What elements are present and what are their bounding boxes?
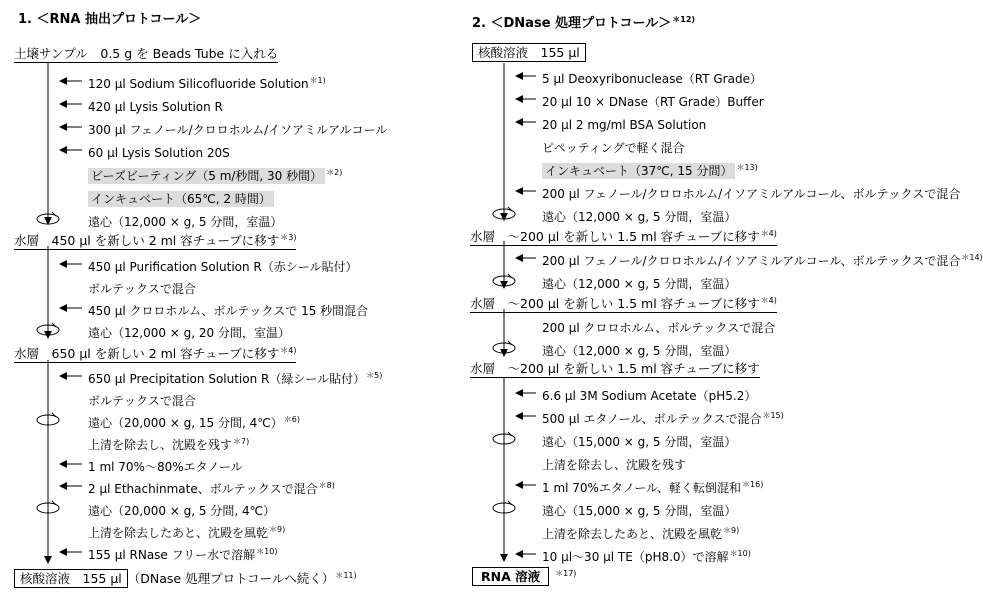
protocol-step	[88, 278, 197, 297]
protocol-step	[542, 546, 751, 565]
step-note: ＊1)	[309, 76, 326, 85]
step-text: 420 µl Lysis Solution R	[88, 100, 223, 114]
step-text: 300 µl フェノール/クロロホルム/イソアミルアルコール	[88, 123, 388, 137]
protocol-step	[88, 456, 244, 475]
step-text: ボルテックスで混合	[88, 282, 196, 296]
left-aqueous-step-2: 水層 650 µl を新しい 2 ml 容チューブに移す$^{*4)}$	[14, 343, 296, 363]
step-text: 遠心（12,000 × g, 20 分間，室温）	[88, 326, 291, 340]
step-note: ＊6)	[283, 415, 300, 424]
step-text: 遠心（20,000 × g, 15 分間, 4℃）	[88, 416, 283, 430]
protocol-step	[542, 317, 776, 336]
left-start-step: 土壌サンプル 0.5 g を Beads Tube に入れる	[14, 46, 279, 61]
right-start-step	[472, 45, 586, 60]
protocol-step	[88, 119, 388, 138]
step-text: 20 µl 2 mg/ml BSA Solution	[542, 118, 707, 132]
step-text: 遠心（12,000 × g, 5 分間，室温）	[542, 210, 737, 224]
right-aqueous-step-3: 水層 ～200 µl を新しい 1.5 ml 容チューブに移す	[470, 361, 760, 376]
protocol-step	[542, 477, 763, 496]
step-text: インキュベート（37℃, 15 分間）	[542, 163, 735, 179]
protocol-step	[88, 390, 197, 409]
step-note: ＊5)	[366, 371, 383, 380]
right-start-box: 核酸溶液 155 µl	[472, 43, 586, 62]
protocol-step	[88, 500, 276, 519]
left-aqueous-step-1: 水層 450 µl を新しい 2 ml 容チューブに移す$^{*3)}$	[14, 230, 296, 250]
step-text: 60 µl Lysis Solution 20S	[88, 146, 230, 160]
step-text: 450 µl クロロホルム、ボルテックスで 15 秒間混合	[88, 304, 369, 318]
step-text: 500 µl エタノール、ボルテックスで混合	[542, 412, 762, 426]
step-text: 上清を除去したあと、沈殿を風乾	[88, 526, 269, 540]
step-text: 上清を除去し、沈殿を残す	[542, 458, 687, 472]
step-text: 上清を除去したあと、沈殿を風乾	[542, 527, 723, 541]
step-note: ＊15)	[762, 411, 784, 420]
right-aqueous-step-1: 水層 ～200 µl を新しい 1.5 ml 容チューブに移す$^{*4)}$	[470, 226, 777, 246]
step-text: 1 ml 70%エタノール、軽く転倒混和	[542, 481, 742, 495]
step-note: ＊9)	[723, 526, 740, 535]
protocol-step	[542, 273, 737, 292]
step-note: ＊10)	[729, 549, 751, 558]
step-text: 650 µl Precipitation Solution R（緑シール貼付）	[88, 372, 366, 386]
step-note: ＊10)	[256, 547, 278, 556]
step-text: 200 µl フェノール/クロロホルム/イソアミルアルコール、ボルテックスで混合	[542, 187, 961, 201]
protocol-step	[542, 183, 961, 202]
step-text: 上清を除去し、沈殿を残す	[88, 438, 233, 452]
step-text: 120 µl Sodium Silicofluoride Solution	[88, 77, 309, 91]
protocol-step	[542, 431, 737, 450]
step-text: 1 ml 70%～80%エタノール	[88, 460, 243, 474]
step-note: ＊14)	[961, 253, 983, 262]
step-text: 遠心（20,000 × g, 5 分間, 4℃）	[88, 504, 276, 518]
right-end-step: RNA 溶液 $^{*17)}$	[472, 566, 576, 584]
step-text: ボルテックスで混合	[88, 394, 196, 408]
protocol-step	[542, 340, 737, 359]
step-text: 20 µl 10 × DNase（RT Grade）Buffer	[542, 95, 764, 109]
step-note: ＊2)	[326, 168, 343, 177]
right-aqueous-step-2: 水層 ～200 µl を新しい 1.5 ml 容チューブに移す$^{*4)}$	[470, 293, 777, 313]
protocol-step	[88, 165, 342, 184]
protocol-step	[88, 256, 359, 275]
step-note: ＊9)	[269, 525, 286, 534]
protocol-step	[542, 160, 758, 179]
step-text: 2 µl Ethachinmate、ボルテックスで混合	[88, 482, 318, 496]
protocol-step	[542, 206, 737, 225]
protocol-step	[88, 142, 231, 161]
protocol-step	[88, 478, 335, 497]
protocol-step	[542, 68, 763, 87]
protocol-step	[88, 522, 285, 541]
protocol-step	[88, 368, 382, 387]
left-end-step: 核酸溶液 155 µl （DNase 処理プロトコールへ続く）$^{*11)}$	[14, 568, 357, 586]
protocol-step	[542, 250, 983, 269]
protocol-step	[542, 454, 687, 473]
protocol-step	[88, 322, 291, 341]
step-text: 遠心（12,000 × g, 5 分間，室温）	[542, 277, 737, 291]
protocol-step	[88, 412, 300, 431]
step-text: 200 µl フェノール/クロロホルム/イソアミルアルコール、ボルテックスで混合	[542, 254, 961, 268]
step-text: ピペッティングで軽く混合	[542, 141, 685, 155]
step-note: ＊8)	[318, 481, 335, 490]
protocol-step	[88, 96, 224, 115]
protocol-step	[542, 408, 784, 427]
protocol-step	[542, 500, 737, 519]
step-note: ＊16)	[742, 480, 764, 489]
protocol-step	[88, 73, 326, 92]
protocol-step	[88, 300, 369, 319]
step-text: 遠心（15,000 × g, 5 分間，室温）	[542, 504, 737, 518]
step-text: 10 µl～30 µl TE（pH8.0）で溶解	[542, 550, 729, 564]
protocol-step	[542, 385, 757, 404]
step-text: 450 µl Purification Solution R（赤シール貼付）	[88, 260, 358, 274]
right-end-box: RNA 溶液	[472, 567, 549, 586]
step-text: 遠心（15,000 × g, 5 分間，室温）	[542, 435, 737, 449]
step-text: インキュベート（65℃, 2 時間）	[88, 191, 274, 207]
protocol-step	[542, 137, 686, 156]
protocol-step	[542, 114, 707, 133]
protocol-step	[542, 523, 739, 542]
step-note: ＊13)	[736, 163, 758, 172]
step-note: ＊7)	[233, 437, 250, 446]
left-title: 1. ＜RNA 抽出プロトコール＞	[18, 12, 202, 27]
protocol-step	[88, 544, 277, 563]
protocol-step	[88, 434, 249, 453]
protocol-step	[88, 211, 283, 230]
step-text: 200 µl クロロホルム、ボルテックスで混合	[542, 321, 776, 335]
right-title: 2. ＜DNase 処理プロトコール＞$^{*12)}$	[472, 15, 696, 31]
step-text: 遠心（12,000 × g, 5 分間，室温）	[542, 344, 737, 358]
step-text: 155 µl RNase フリー水で溶解	[88, 548, 256, 562]
protocol-step	[542, 91, 765, 110]
step-text: 遠心（12,000 × g, 5 分間，室温）	[88, 215, 283, 229]
step-text: 6.6 µl 3M Sodium Acetate（pH5.2）	[542, 389, 757, 403]
left-end-box: 核酸溶液 155 µl	[14, 569, 128, 588]
step-text: ビーズビーティング（5 m/秒間, 30 秒間）	[88, 168, 325, 184]
step-text: 5 µl Deoxyribonuclease（RT Grade）	[542, 72, 762, 86]
protocol-step	[88, 188, 275, 207]
